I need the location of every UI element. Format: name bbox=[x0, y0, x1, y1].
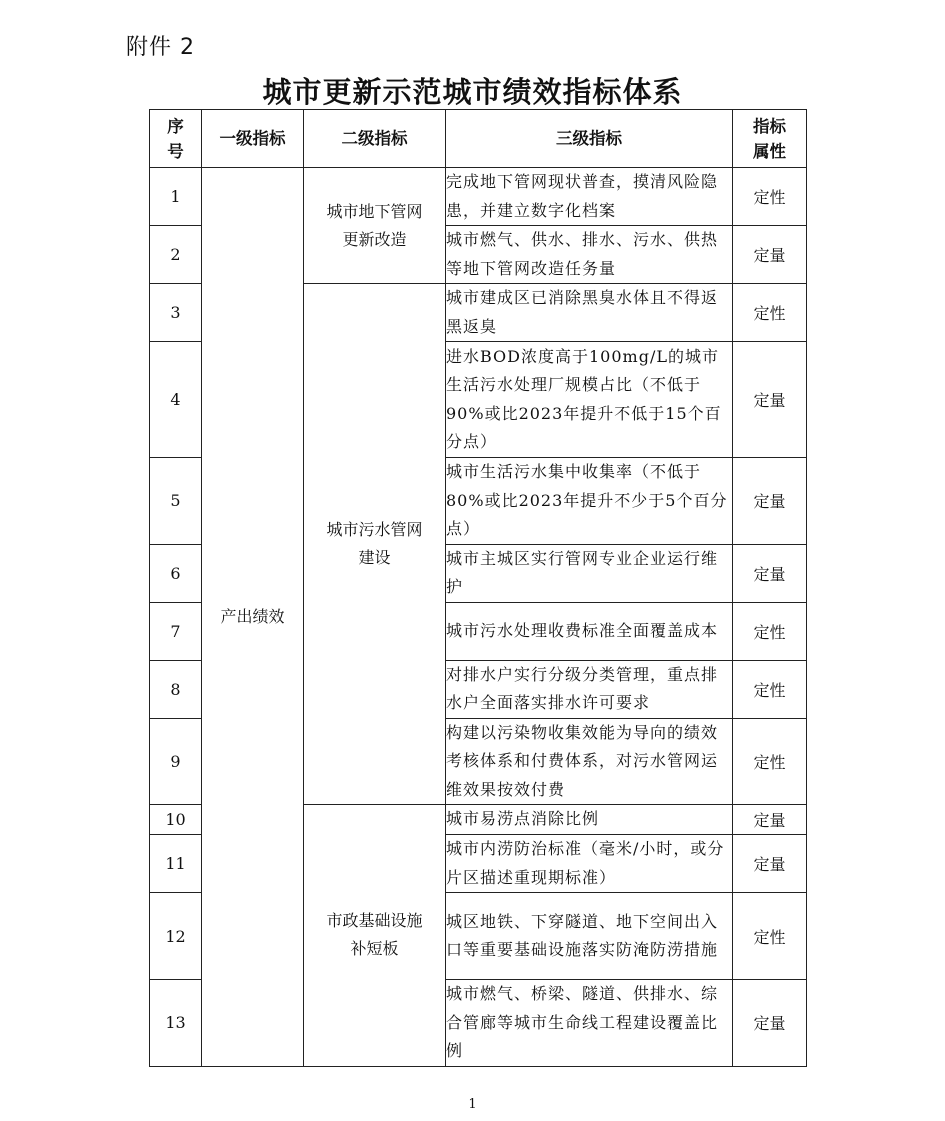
row-seq: 7 bbox=[150, 602, 202, 660]
indicator-attribute: 定量 bbox=[733, 458, 807, 545]
indicator-attribute: 定量 bbox=[733, 342, 807, 458]
document-title: 城市更新示范城市绩效指标体系 bbox=[262, 75, 683, 109]
level3-indicator: 城区地铁、下穿隧道、地下空间出入口等重要基础设施落实防淹防涝措施 bbox=[446, 893, 733, 980]
level3-indicator: 城市燃气、供水、排水、污水、供热等地下管网改造任务量 bbox=[446, 226, 733, 284]
level2-indicator: 城市污水管网建设 bbox=[304, 284, 446, 805]
indicator-attribute: 定性 bbox=[733, 168, 807, 226]
row-seq: 13 bbox=[150, 980, 202, 1067]
page-number: 1 bbox=[468, 1097, 477, 1112]
row-seq: 3 bbox=[150, 284, 202, 342]
header-level3: 三级指标 bbox=[446, 110, 733, 168]
level1-indicator: 产出绩效 bbox=[202, 168, 304, 1067]
level3-indicator: 完成地下管网现状普查，摸清风险隐患，并建立数字化档案 bbox=[446, 168, 733, 226]
header-row bbox=[150, 110, 807, 168]
row-seq: 2 bbox=[150, 226, 202, 284]
attachment-label: 附件 2 bbox=[126, 35, 195, 60]
level3-indicator: 构建以污染物收集效能为导向的绩效考核体系和付费体系，对污水管网运维效果按效付费 bbox=[446, 718, 733, 805]
level3-indicator: 对排水户实行分级分类管理，重点排水户全面落实排水许可要求 bbox=[446, 660, 733, 718]
header-attribute: 指标属性 bbox=[733, 110, 807, 168]
level3-indicator: 城市内涝防治标准（毫米/小时，或分片区描述重现期标准） bbox=[446, 835, 733, 893]
indicator-attribute: 定量 bbox=[733, 226, 807, 284]
row-seq: 12 bbox=[150, 893, 202, 980]
indicator-attribute: 定性 bbox=[733, 602, 807, 660]
indicator-attribute: 定量 bbox=[733, 980, 807, 1067]
level3-indicator: 城市主城区实行管网专业企业运行维护 bbox=[446, 544, 733, 602]
level3-indicator: 城市污水处理收费标准全面覆盖成本 bbox=[446, 602, 733, 660]
level3-indicator: 城市生活污水集中收集率（不低于80%或比2023年提升不少于5个百分点） bbox=[446, 458, 733, 545]
row-seq: 6 bbox=[150, 544, 202, 602]
indicator-attribute: 定性 bbox=[733, 660, 807, 718]
table-row bbox=[150, 168, 807, 226]
level3-indicator: 城市燃气、桥梁、隧道、供排水、综合管廊等城市生命线工程建设覆盖比例 bbox=[446, 980, 733, 1067]
indicator-attribute: 定量 bbox=[733, 544, 807, 602]
row-seq: 1 bbox=[150, 168, 202, 226]
indicator-attribute: 定量 bbox=[733, 805, 807, 835]
row-seq: 11 bbox=[150, 835, 202, 893]
level2-indicator: 市政基础设施补短板 bbox=[304, 805, 446, 1067]
header-level2: 二级指标 bbox=[304, 110, 446, 168]
indicator-attribute: 定性 bbox=[733, 284, 807, 342]
level3-indicator: 城市易涝点消除比例 bbox=[446, 805, 733, 835]
level3-indicator: 进水BOD浓度高于100mg/L的城市生活污水处理厂规模占比（不低于90%或比2023年提升不低于15个百分点） bbox=[446, 342, 733, 458]
level2-indicator: 城市地下管网更新改造 bbox=[304, 168, 446, 284]
row-seq: 4 bbox=[150, 342, 202, 458]
row-seq: 8 bbox=[150, 660, 202, 718]
indicator-attribute: 定性 bbox=[733, 718, 807, 805]
row-seq: 9 bbox=[150, 718, 202, 805]
level3-indicator: 城市建成区已消除黑臭水体且不得返黑返臭 bbox=[446, 284, 733, 342]
row-seq: 10 bbox=[150, 805, 202, 835]
header-level1: 一级指标 bbox=[202, 110, 304, 168]
indicator-attribute: 定性 bbox=[733, 893, 807, 980]
indicator-table bbox=[149, 109, 807, 1067]
indicator-attribute: 定量 bbox=[733, 835, 807, 893]
header-seq: 序号 bbox=[150, 110, 202, 168]
row-seq: 5 bbox=[150, 458, 202, 545]
